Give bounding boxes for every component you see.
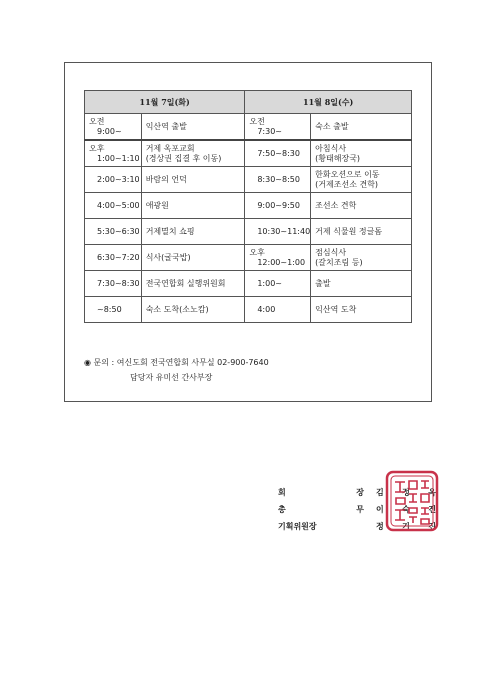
- activity-text: 숙소 출발: [315, 121, 349, 131]
- activity-cell: [141, 297, 245, 323]
- time-text: 9:00~9:50: [257, 200, 300, 210]
- time-text: 5:30~6:30: [97, 226, 140, 236]
- signature-title-char: 총: [278, 504, 286, 514]
- time-text: 2:00~3:10: [97, 174, 140, 184]
- time-cell: [85, 245, 142, 271]
- time-text: 1:00~1:10: [97, 153, 140, 163]
- activity-cell: [311, 114, 412, 141]
- schedule-row: [85, 193, 412, 219]
- activity-text: 식사(굴국밥): [145, 252, 191, 262]
- schedule-row: [85, 245, 412, 271]
- activity-text: (갈치조림 등): [315, 257, 363, 267]
- schedule-row: [85, 271, 412, 297]
- activity-cell: [141, 271, 245, 297]
- signature-name-char: 김: [376, 487, 384, 497]
- activity-text: (거제조선소 견학): [315, 179, 379, 189]
- activity-cell: [141, 219, 245, 245]
- activity-text: 거제 식물원 정글돔: [315, 226, 383, 236]
- activity-text: 익산역 출발: [145, 121, 187, 131]
- activity-text: 익산역 도착: [315, 304, 357, 314]
- contact-person: 담당자 유미선 간사부장: [130, 373, 213, 382]
- signature-title: [278, 501, 364, 518]
- activity-text: 출발: [315, 278, 331, 288]
- signature-title-char: 장: [356, 487, 364, 497]
- time-cell: [245, 167, 311, 193]
- activity-text: 거제 옥포교회: [145, 143, 195, 153]
- time-cell: [85, 193, 142, 219]
- time-text: 9:00~: [97, 126, 122, 136]
- schedule-table: [84, 90, 412, 323]
- schedule-header-row: [85, 91, 412, 114]
- activity-cell: [311, 167, 412, 193]
- activity-cell: [311, 140, 412, 167]
- activity-text: 아침식사: [315, 143, 347, 153]
- signature-title-char: 무: [356, 504, 364, 514]
- time-text: 오전: [89, 116, 105, 126]
- activity-cell: [141, 114, 245, 141]
- schedule-row: [85, 140, 412, 167]
- day1-header: 11월 7일(화): [85, 91, 245, 114]
- signature-title-char: 기획위원장: [278, 521, 317, 531]
- activity-text: 점심식사: [315, 247, 347, 257]
- signature-name-char: 정: [376, 521, 384, 531]
- time-cell: [85, 140, 142, 167]
- time-cell: [85, 297, 142, 323]
- time-cell: [245, 193, 311, 219]
- activity-cell: [141, 140, 245, 167]
- activity-text: (경상권 집결 후 이동): [145, 153, 222, 163]
- time-text: 12:00~1:00: [257, 257, 306, 267]
- activity-cell: [311, 245, 412, 271]
- activity-text: 거제멸치 쇼핑: [145, 226, 195, 236]
- activity-cell: [141, 167, 245, 193]
- time-cell: [245, 245, 311, 271]
- time-text: 6:30~7:20: [97, 252, 140, 262]
- day2-header: 11월 8일(수): [245, 91, 412, 114]
- time-text: 오후: [89, 143, 105, 153]
- time-text: 오전: [249, 116, 265, 126]
- time-cell: [85, 271, 142, 297]
- signature-name-char: 정: [402, 487, 410, 497]
- time-cell: [85, 114, 142, 141]
- activity-cell: [141, 245, 245, 271]
- signature-name-char: 숙: [402, 504, 410, 514]
- official-seal-icon: [383, 468, 441, 534]
- activity-cell: [311, 219, 412, 245]
- activity-text: 한화오션으로 이동: [315, 169, 380, 179]
- activity-text: 바람의 언덕: [145, 174, 187, 184]
- schedule-row: [85, 297, 412, 323]
- signature-title: [278, 484, 364, 501]
- signature-name-char: 옥: [428, 487, 436, 497]
- signature-title: [278, 518, 364, 535]
- activity-text: 숙소 도착(소노캄): [145, 304, 209, 314]
- activity-text: (황태해장국): [315, 153, 361, 163]
- activity-text: 애광원: [145, 200, 169, 210]
- schedule-row: [85, 167, 412, 193]
- signature-name-char: 기: [402, 521, 410, 531]
- time-text: 4:00: [257, 304, 276, 314]
- time-text: 4:00~5:00: [97, 200, 140, 210]
- schedule-row: [85, 114, 412, 141]
- signature-name-char: 이: [376, 504, 384, 514]
- time-text: 8:30~8:50: [257, 174, 300, 184]
- time-text: 7:30~8:30: [97, 278, 140, 288]
- signature-name-char: 진: [428, 504, 436, 514]
- activity-cell: [311, 193, 412, 219]
- time-cell: [245, 140, 311, 167]
- time-text: 7:30~: [257, 126, 283, 136]
- schedule-row: [85, 219, 412, 245]
- time-text: 1:00~: [257, 278, 283, 288]
- time-text: 7:50~8:30: [257, 148, 300, 158]
- time-text: ~8:50: [97, 304, 122, 314]
- time-cell: [85, 167, 142, 193]
- time-text: 오후: [249, 247, 265, 257]
- activity-text: 전국연합회 실행위원회: [145, 278, 226, 288]
- time-cell: [85, 219, 142, 245]
- time-cell: [245, 297, 311, 323]
- activity-cell: [141, 193, 245, 219]
- time-cell: [245, 271, 311, 297]
- signature-title-char: 회: [278, 487, 286, 497]
- time-text: 10:30~11:40: [257, 226, 311, 236]
- activity-cell: [311, 271, 412, 297]
- contact-info: [84, 355, 269, 385]
- schedule-body: [85, 114, 412, 323]
- contact-line: ◉ 문의 : 여신도회 전국연합회 사무실 02-900-7640: [84, 358, 269, 367]
- activity-cell: [311, 297, 412, 323]
- time-cell: [245, 219, 311, 245]
- time-cell: [245, 114, 311, 141]
- activity-text: 조선소 견학: [315, 200, 357, 210]
- signature-name-char: 진: [428, 521, 436, 531]
